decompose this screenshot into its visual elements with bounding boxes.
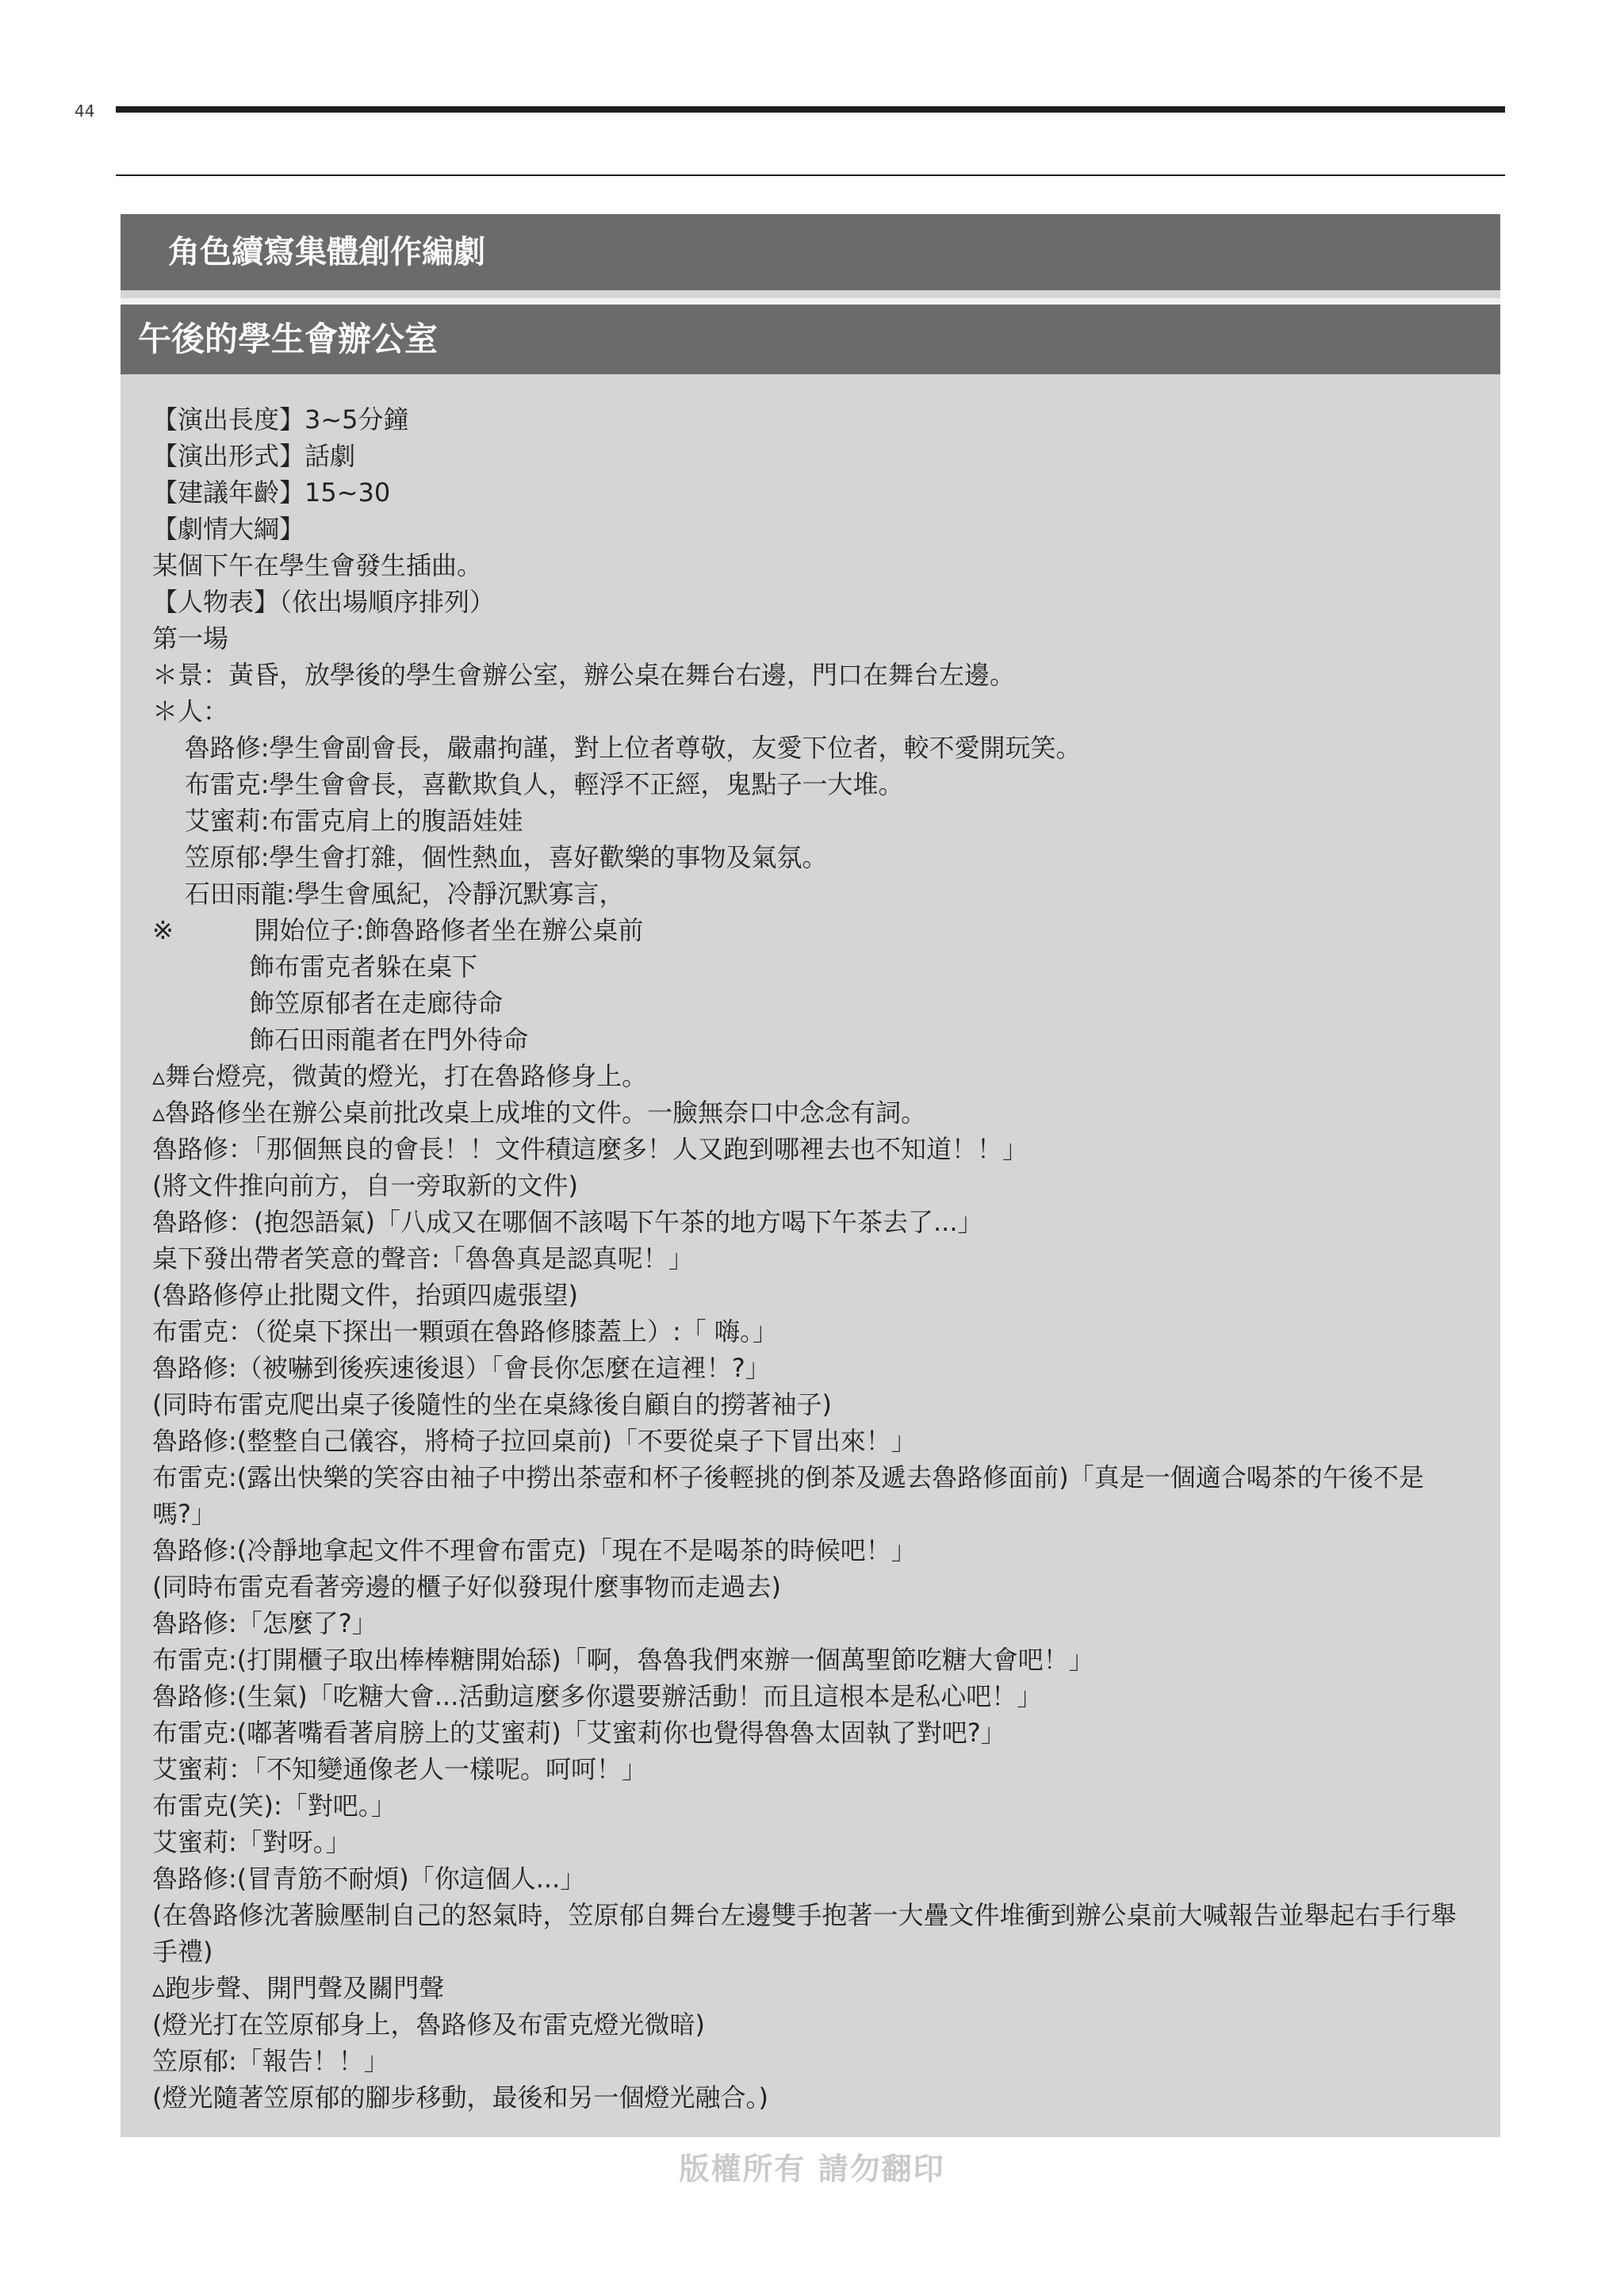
script-line: ▵跑步聲、開門聲及關門聲 (152, 1973, 445, 2003)
script-line: (燈光隨著笠原郁的腳步移動，最後和另一個燈光融合。) (152, 2082, 768, 2113)
script-line: 魯路修:「怎麼了?」 (152, 1608, 377, 1638)
script-line: 布雷克:(嘟著嘴看著肩膀上的艾蜜莉)「艾蜜莉你也覺得魯魯太固執了對吧?」 (152, 1718, 1006, 1748)
script-line: (燈光打在笠原郁身上，魯路修及布雷克燈光微暗) (152, 2010, 705, 2040)
script-line: 笠原郁:學生會打雜，個性熱血，喜好歡樂的事物及氣氛。 (152, 842, 828, 872)
script-line: 魯路修:學生會副會長，嚴肅拘謹，對上位者尊敬，友愛下位者，較不愛開玩笑。 (152, 733, 1082, 763)
section-title-bar (121, 214, 1500, 290)
script-line: 布雷克(笑):「對吧。」 (152, 1791, 396, 1821)
script-line: 飾布雷克者躲在桌下 (152, 952, 478, 982)
header-thin-rule (116, 174, 1505, 176)
script-line: (將文件推向前方，自一旁取新的文件) (152, 1170, 578, 1201)
script-line: 第一場 (152, 623, 229, 653)
script-body (152, 401, 1484, 2116)
script-line: 艾蜜莉:「對呀。」 (152, 1827, 351, 1857)
script-line: 魯路修:(冒青筋不耐煩)「你這個人...」 (152, 1864, 586, 1894)
play-title-bar (121, 305, 1500, 374)
script-line: 【演出形式】話劇 (152, 441, 356, 471)
script-line: 笠原郁:「報告！！」 (152, 2046, 389, 2076)
script-line: (魯路修停止批閱文件，抬頭四處張望) (152, 1280, 578, 1310)
script-line: ▵魯路修坐在辦公桌前批改桌上成堆的文件。一臉無奈口中念念有詞。 (152, 1098, 927, 1128)
script-line: 艾蜜莉：「不知變通像老人一樣呢。呵呵！」 (152, 1754, 648, 1784)
script-line: ※ 開始位子:飾魯路修者坐在辦公桌前 (152, 915, 644, 945)
script-line: 飾石田雨龍者在門外待命 (152, 1025, 529, 1055)
script-line: 【演出長度】3~5分鐘 (152, 404, 409, 435)
script-line: 魯路修:(整整自己儀容，將椅子拉回桌前)「不要從桌子下冒出來！」 (152, 1426, 917, 1456)
script-line: 魯路修:（被嚇到後疾速後退）「會長你怎麼在這裡！?」 (152, 1353, 771, 1383)
script-line: 布雷克:(打開櫃子取出棒棒糖開始舔)「啊，魯魯我們來辦一個萬聖節吃糖大會吧！」 (152, 1645, 1094, 1675)
page-number: 44 (75, 102, 95, 121)
content-panel (121, 214, 1500, 2137)
script-line: 【劇情大綱】 (152, 514, 305, 544)
script-line: 魯路修：(抱怨語氣)「八成又在哪個不該喝下午茶的地方喝下午茶去了...」 (152, 1207, 983, 1237)
script-line: (同時布雷克看著旁邊的櫃子好似發現什麼事物而走過去) (152, 1572, 781, 1602)
header-thick-rule (116, 106, 1505, 113)
script-line: 魯路修：「那個無良的會長！！文件積這麼多！人又跑到哪裡去也不知道！！」 (152, 1134, 1028, 1164)
script-line: 魯路修:(生氣)「吃糖大會...活動這麼多你還要辦活動！而且這根本是私心吧！」 (152, 1681, 1043, 1711)
script-line: (同時布雷克爬出桌子後隨性的坐在桌緣後自顧自的撈著袖子) (152, 1389, 832, 1420)
script-line: ＊景：黃昏，放學後的學生會辦公室，辦公桌在舞台右邊，門口在舞台左邊。 (152, 660, 1016, 690)
script-line: ▵舞台燈亮，微黃的燈光，打在魯路修身上。 (152, 1061, 648, 1091)
script-line: 【人物表】（依出場順序排列） (152, 587, 496, 617)
script-line: 布雷克:學生會會長，喜歡欺負人，輕浮不正經，鬼點子一大堆。 (152, 769, 904, 799)
script-line: 飾笠原郁者在走廊待命 (152, 988, 504, 1018)
script-line: 石田雨龍:學生會風紀，冷靜沉默寡言， (152, 879, 625, 909)
script-line: 布雷克:(露出快樂的笑容由袖子中撈出茶壺和杯子後輕挑的倒茶及遞去魯路修面前)「真是一個適合喝茶的午後不是嗎?」 (152, 1462, 1424, 1529)
script-line: 桌下發出帶者笑意的聲音:「魯魯真是認真呢！」 (152, 1243, 694, 1274)
copyright-watermark: 版權所有 請勿翻印 (679, 2151, 945, 2186)
play-title: 午後的學生會辦公室 (138, 320, 439, 358)
section-title: 角色續寫集體創作編劇 (168, 234, 485, 270)
script-line: 某個下午在學生會發生插曲。 (152, 550, 483, 580)
title-separator (121, 298, 1500, 305)
script-line: ＊人： (152, 696, 229, 726)
script-line: 【建議年齡】15~30 (152, 477, 391, 508)
script-line: 艾蜜莉:布雷克肩上的腹語娃娃 (152, 806, 523, 836)
script-line: 魯路修:(冷靜地拿起文件不理會布雷克)「現在不是喝茶的時候吧！」 (152, 1535, 917, 1565)
script-line: (在魯路修沈著臉壓制自己的怒氣時，笠原郁自舞台左邊雙手抱著一大疊文件堆衝到辦公桌前大喊報告並舉起右手行舉手禮) (152, 1900, 1457, 1967)
script-line: 布雷克：（從桌下探出一顆頭在魯路修膝蓋上）:「 嗨。」 (152, 1316, 778, 1347)
